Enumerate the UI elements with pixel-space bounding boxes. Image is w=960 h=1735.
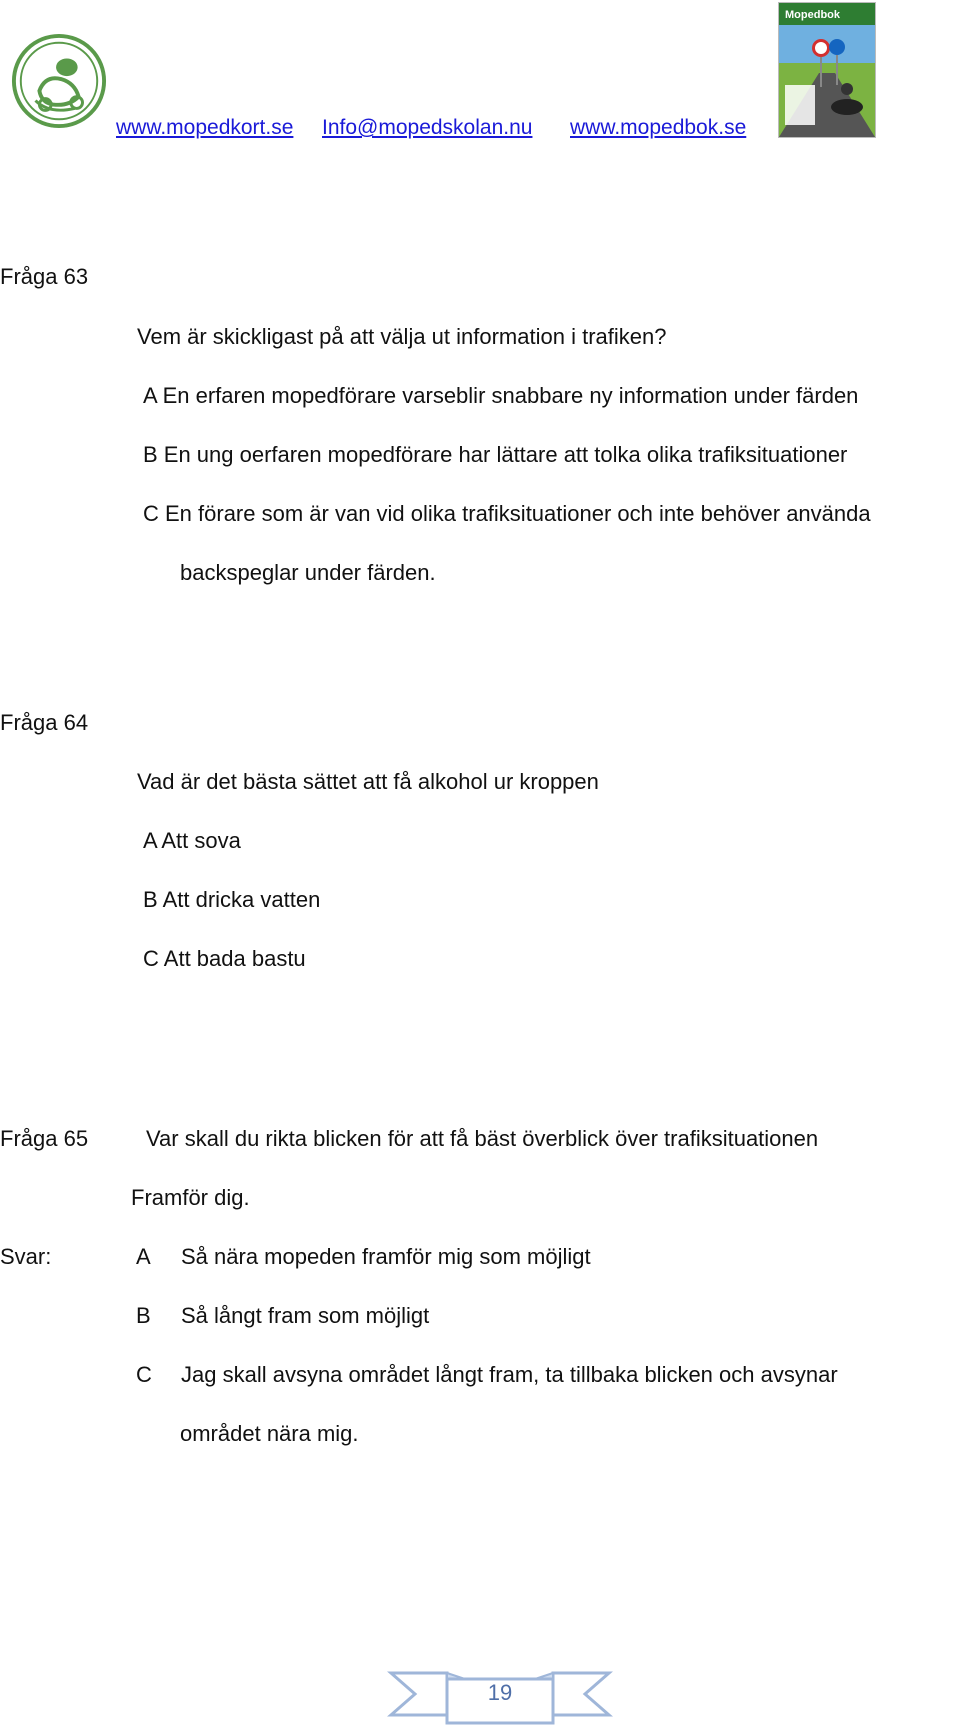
question-63-option-c-continued: backspeglar under färden. [180, 560, 436, 585]
email-link[interactable]: Info@mopedskolan.nu [322, 116, 533, 139]
page-number: 19 [487, 1680, 513, 1705]
question-63-option-c: C En förare som är van vid olika trafiksituationer och inte behöver använda [143, 501, 871, 526]
question-64-label: Fråga 64 [0, 710, 89, 735]
website-link-mopedbok[interactable]: www.mopedbok.se [570, 116, 747, 139]
question-65-option-c-letter: C [136, 1362, 152, 1387]
question-64-text: Vad är det bästa sättet att få alkohol ur kroppen [137, 769, 599, 794]
question-63-option-b: B En ung oerfaren mopedförare har lättare att tolka olika trafiksituationer [143, 442, 848, 467]
question-65-text-continued: Framför dig. [131, 1185, 250, 1210]
question-65-option-a-letter: A [136, 1244, 151, 1269]
question-65-text: Var skall du rikta blicken för att få bäst överblick över trafiksituationen [146, 1126, 819, 1151]
question-64-option-c: C Att bada bastu [143, 946, 306, 971]
question-64-option-a: A Att sova [143, 828, 241, 853]
book-cover-image [778, 2, 876, 138]
question-63-option-a: A En erfaren mopedförare varseblir snabbare ny information under färden [143, 383, 859, 408]
moped-school-logo [10, 32, 108, 130]
website-link-mopedkort[interactable]: www.mopedkort.se [116, 116, 294, 139]
question-63-label: Fråga 63 [0, 264, 89, 289]
cover-title: Mopedbok [785, 9, 840, 21]
answer-label: Svar: [0, 1244, 52, 1269]
question-65-option-a-text: Så nära mopeden framför mig som möjligt [181, 1244, 591, 1269]
question-65-option-b-letter: B [136, 1303, 151, 1328]
question-65-option-c-continued: området nära mig. [180, 1421, 359, 1446]
question-63-text: Vem är skickligast på att välja ut information i trafiken? [137, 324, 667, 349]
question-65-label: Fråga 65 [0, 1126, 89, 1151]
question-64-option-b: B Att dricka vatten [143, 887, 321, 912]
question-65-option-c-text: Jag skall avsyna området långt fram, ta tillbaka blicken och avsynar [181, 1362, 838, 1387]
question-65-option-b-text: Så långt fram som möjligt [181, 1303, 430, 1328]
